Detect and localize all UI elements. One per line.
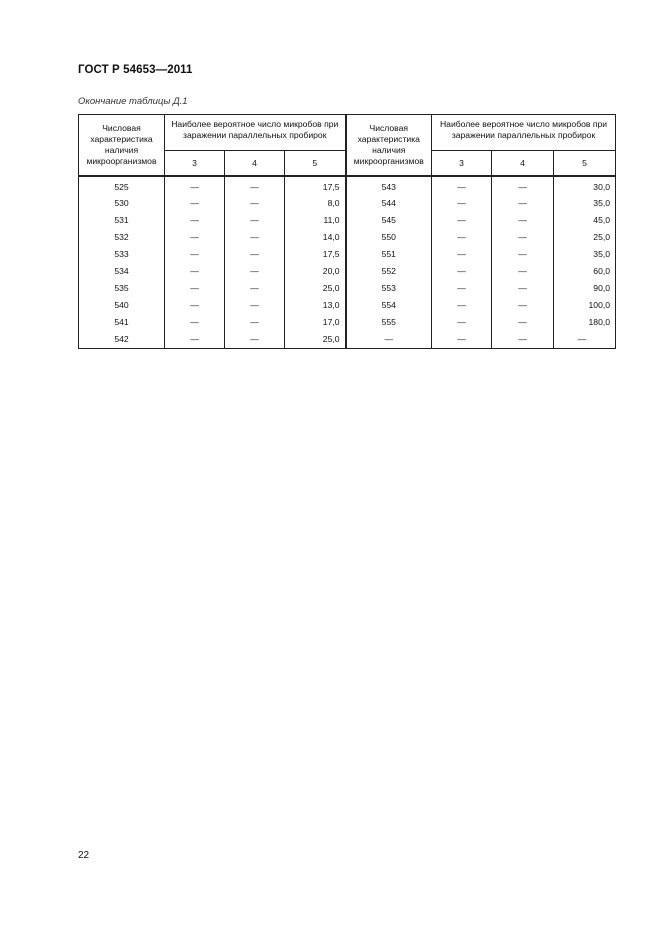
table-row <box>79 212 616 229</box>
cell-3-right: — <box>432 176 492 195</box>
table-row <box>79 246 616 263</box>
cell-4-left: — <box>225 246 285 263</box>
cell-code-right: 544 <box>346 195 432 212</box>
cell-5-left: 25,0 <box>285 331 346 349</box>
cell-5-left: 14,0 <box>285 229 346 246</box>
cell-4-left: — <box>225 263 285 280</box>
cell-4-right: — <box>492 246 554 263</box>
cell-4-right: — <box>492 195 554 212</box>
subheader-3-left: 3 <box>165 151 225 177</box>
table-row <box>79 195 616 212</box>
cell-3-right: — <box>432 263 492 280</box>
column-header-group-left: Наиболее вероятное число микробов при заражении параллельных пробирок <box>165 115 346 151</box>
cell-5-left: 17,0 <box>285 314 346 331</box>
cell-3-right: — <box>432 314 492 331</box>
table-row <box>79 314 616 331</box>
cell-code-right: 554 <box>346 297 432 314</box>
cell-4-left: — <box>225 195 285 212</box>
cell-3-right: — <box>432 246 492 263</box>
cell-3-left: — <box>165 331 225 349</box>
table-row <box>79 229 616 246</box>
cell-5-left: 25,0 <box>285 280 346 297</box>
subheader-5-left: 5 <box>285 151 346 177</box>
subheader-4-right: 4 <box>492 151 554 177</box>
page-number: 22 <box>78 850 90 861</box>
cell-code-left: 533 <box>79 246 165 263</box>
column-header-characteristic-left: Числовая характеристика наличия микроорганизмов <box>79 115 165 177</box>
cell-5-right: 180,0 <box>554 314 616 331</box>
cell-5-right: 90,0 <box>554 280 616 297</box>
table-body <box>79 176 616 349</box>
cell-code-left: 534 <box>79 263 165 280</box>
cell-3-left: — <box>165 314 225 331</box>
cell-5-left: 11,0 <box>285 212 346 229</box>
cell-5-left: 8,0 <box>285 195 346 212</box>
cell-3-right: — <box>432 195 492 212</box>
cell-4-left: — <box>225 176 285 195</box>
cell-code-right: 555 <box>346 314 432 331</box>
cell-3-right: — <box>432 280 492 297</box>
cell-4-right: — <box>492 314 554 331</box>
table-row <box>79 280 616 297</box>
cell-4-left: — <box>225 212 285 229</box>
cell-code-right: 550 <box>346 229 432 246</box>
cell-4-left: — <box>225 331 285 349</box>
cell-5-right: — <box>554 331 616 349</box>
cell-3-right: — <box>432 331 492 349</box>
cell-code-right: 543 <box>346 176 432 195</box>
cell-3-right: — <box>432 297 492 314</box>
cell-code-right: — <box>346 331 432 349</box>
table-row <box>79 263 616 280</box>
table-row <box>79 176 616 195</box>
cell-4-right: — <box>492 280 554 297</box>
cell-5-left: 17,5 <box>285 246 346 263</box>
cell-code-right: 545 <box>346 212 432 229</box>
cell-code-left: 535 <box>79 280 165 297</box>
table-caption: Окончание таблицы Д.1 <box>78 96 188 107</box>
cell-5-left: 17,5 <box>285 176 346 195</box>
cell-code-left: 532 <box>79 229 165 246</box>
cell-code-left: 531 <box>79 212 165 229</box>
cell-4-left: — <box>225 314 285 331</box>
cell-4-left: — <box>225 280 285 297</box>
subheader-3-right: 3 <box>432 151 492 177</box>
cell-3-right: — <box>432 229 492 246</box>
subheader-4-left: 4 <box>225 151 285 177</box>
cell-5-left: 13,0 <box>285 297 346 314</box>
cell-code-left: 525 <box>79 176 165 195</box>
cell-5-right: 35,0 <box>554 195 616 212</box>
microbe-count-table <box>78 114 616 349</box>
cell-3-left: — <box>165 176 225 195</box>
cell-4-right: — <box>492 331 554 349</box>
cell-4-right: — <box>492 297 554 314</box>
cell-code-left: 540 <box>79 297 165 314</box>
table-row <box>79 331 616 349</box>
document-header: ГОСТ Р 54653—2011 <box>78 64 193 76</box>
cell-code-right: 551 <box>346 246 432 263</box>
cell-3-right: — <box>432 212 492 229</box>
cell-4-right: — <box>492 263 554 280</box>
cell-code-left: 542 <box>79 331 165 349</box>
cell-5-right: 35,0 <box>554 246 616 263</box>
cell-3-left: — <box>165 246 225 263</box>
column-header-group-right: Наиболее вероятное число микробов при заражении параллельных пробирок <box>432 115 616 151</box>
cell-3-left: — <box>165 297 225 314</box>
cell-5-right: 60,0 <box>554 263 616 280</box>
subheader-5-right: 5 <box>554 151 616 177</box>
cell-5-right: 30,0 <box>554 176 616 195</box>
cell-code-right: 553 <box>346 280 432 297</box>
cell-code-right: 552 <box>346 263 432 280</box>
cell-5-right: 25,0 <box>554 229 616 246</box>
cell-code-left: 530 <box>79 195 165 212</box>
cell-code-left: 541 <box>79 314 165 331</box>
table-row <box>79 297 616 314</box>
cell-5-left: 20,0 <box>285 263 346 280</box>
cell-3-left: — <box>165 195 225 212</box>
cell-4-right: — <box>492 176 554 195</box>
cell-5-right: 100,0 <box>554 297 616 314</box>
cell-4-left: — <box>225 297 285 314</box>
column-header-characteristic-right: Числовая характеристика наличия микроорганизмов <box>346 115 432 177</box>
cell-4-right: — <box>492 229 554 246</box>
cell-3-left: — <box>165 212 225 229</box>
cell-4-right: — <box>492 212 554 229</box>
cell-3-left: — <box>165 229 225 246</box>
cell-4-left: — <box>225 229 285 246</box>
cell-5-right: 45,0 <box>554 212 616 229</box>
cell-3-left: — <box>165 263 225 280</box>
cell-3-left: — <box>165 280 225 297</box>
